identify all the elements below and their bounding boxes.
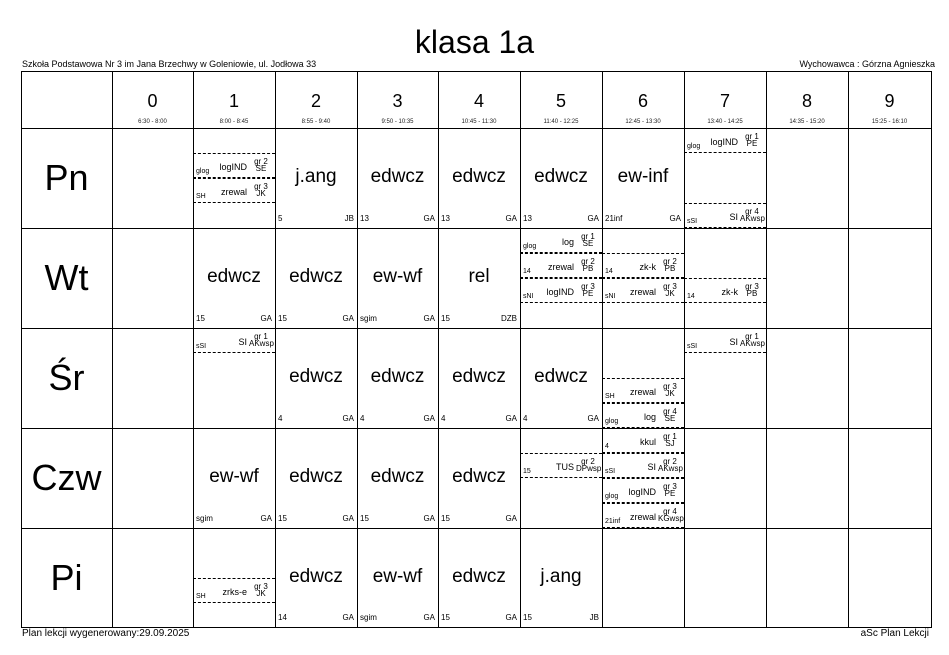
lesson-teacher: GA xyxy=(423,514,435,523)
group-room: 21inf xyxy=(605,518,621,525)
group-number: gr 2 xyxy=(663,257,677,266)
group-lesson[interactable] xyxy=(520,228,602,253)
period-number: 7 xyxy=(719,91,730,111)
group-room: 14 xyxy=(687,293,695,300)
lesson-subject: rel xyxy=(468,266,490,287)
group-teacher: AKwsp xyxy=(740,339,765,348)
lesson-cell[interactable] xyxy=(438,328,520,428)
group-subject: SI xyxy=(238,337,247,347)
group-number: gr 3 xyxy=(745,282,759,291)
lesson-subject: edwcz xyxy=(452,565,506,587)
lesson-room: 4 xyxy=(360,414,365,423)
period-header xyxy=(438,72,520,128)
group-lesson[interactable] xyxy=(602,278,684,303)
lesson-teacher: DZB xyxy=(501,314,517,323)
group-label xyxy=(658,258,682,272)
lesson-teacher: GA xyxy=(505,414,517,423)
group-label xyxy=(740,283,764,297)
lesson-cell[interactable] xyxy=(275,428,357,528)
group-teacher: PE xyxy=(582,289,594,298)
generated-date: Plan lekcji wygenerowany:29.09.2025 xyxy=(22,628,190,639)
period-number: 4 xyxy=(473,91,484,111)
group-room: SH xyxy=(605,393,615,400)
group-lesson[interactable] xyxy=(684,203,766,228)
period-header xyxy=(602,72,684,128)
lesson-subject: edwcz xyxy=(452,366,506,387)
lesson-subject: edwcz xyxy=(289,266,343,287)
group-room: SH xyxy=(196,593,206,600)
lesson-subject: ew-wf xyxy=(209,466,259,487)
lesson-cell[interactable] xyxy=(520,528,602,627)
period-number: 0 xyxy=(147,91,158,111)
group-teacher: JK xyxy=(256,589,266,598)
group-room: sSI xyxy=(196,343,207,350)
lesson-cell[interactable] xyxy=(438,228,520,328)
group-number: gr 1 xyxy=(254,332,268,341)
lesson-room: 15 xyxy=(441,514,450,523)
period-header xyxy=(275,72,357,128)
day-name: Pn xyxy=(44,157,89,198)
group-label xyxy=(740,333,764,347)
group-room: 14 xyxy=(523,268,531,275)
group-lesson[interactable] xyxy=(193,578,275,603)
page-title: klasa 1a xyxy=(414,24,535,60)
period-time: 14:35 - 15:20 xyxy=(789,119,825,125)
group-label xyxy=(658,408,682,422)
group-teacher: JK xyxy=(665,289,675,298)
lesson-subject: edwcz xyxy=(207,266,261,287)
lesson-room: 13 xyxy=(523,214,532,223)
group-room: 15 xyxy=(523,468,531,475)
lesson-room: 15 xyxy=(278,514,287,523)
group-label xyxy=(576,233,600,247)
lesson-teacher: GA xyxy=(505,514,517,523)
lesson-cell[interactable] xyxy=(357,228,438,328)
group-subject: logIND xyxy=(710,137,738,147)
group-subject: zrewal xyxy=(220,187,247,197)
group-lesson[interactable] xyxy=(602,428,684,453)
lesson-cell[interactable] xyxy=(275,228,357,328)
group-room: glog xyxy=(605,418,619,425)
group-label xyxy=(249,583,273,597)
lesson-teacher: GA xyxy=(505,613,517,622)
group-lesson[interactable] xyxy=(602,253,684,278)
lesson-teacher: GA xyxy=(505,214,517,223)
group-lesson[interactable] xyxy=(602,503,684,528)
group-room: 4 xyxy=(605,443,609,450)
period-time: 12:45 - 13:30 xyxy=(625,119,661,125)
lesson-cell[interactable] xyxy=(438,428,520,528)
group-label xyxy=(249,183,273,197)
period-header xyxy=(684,72,766,128)
period-time: 15:25 - 16:10 xyxy=(871,119,908,125)
group-subject: SI xyxy=(729,212,738,222)
grid-col-line xyxy=(766,72,767,627)
group-teacher: KGwsp xyxy=(658,514,684,523)
group-subject: logIND xyxy=(628,487,656,497)
lesson-teacher: GA xyxy=(342,414,354,423)
lesson-room: 15 xyxy=(523,613,532,622)
group-lesson[interactable] xyxy=(520,453,602,478)
class-teacher: Wychowawca : Górzna Agnieszka xyxy=(799,59,935,69)
lesson-subject: edwcz xyxy=(289,366,343,387)
period-number: 8 xyxy=(801,91,812,111)
period-number: 5 xyxy=(555,91,566,111)
grid-col-line xyxy=(112,72,113,627)
timetable-grid xyxy=(21,71,932,628)
group-label xyxy=(740,208,764,222)
lesson-subject: edwcz xyxy=(534,366,588,387)
group-label xyxy=(576,258,600,272)
school-name: Szkoła Podstawowa Nr 3 im Jana Brzechwy w Goleniowie, ul. Jodłowa 33 xyxy=(22,59,317,69)
group-teacher: AKwsp xyxy=(658,464,683,473)
group-subject: zrewal xyxy=(547,262,574,272)
lesson-room: 15 xyxy=(278,314,287,323)
lesson-subject: edwcz xyxy=(370,366,425,387)
period-time: 9:50 - 10:35 xyxy=(381,119,414,125)
period-header xyxy=(112,72,193,128)
period-time: 8:00 - 8:45 xyxy=(219,119,249,125)
lesson-room: sgim xyxy=(360,314,377,323)
lesson-cell[interactable] xyxy=(357,128,438,228)
lesson-subject: edwcz xyxy=(289,466,343,487)
group-teacher: JK xyxy=(256,189,266,198)
group-teacher: SJ xyxy=(665,439,675,448)
group-room: sNI xyxy=(605,293,616,300)
lesson-teacher: GA xyxy=(342,314,354,323)
group-number: gr 3 xyxy=(581,282,595,291)
group-number: gr 2 xyxy=(663,457,677,466)
lesson-room: 5 xyxy=(278,214,283,223)
lesson-subject: edwcz xyxy=(534,166,588,187)
group-subject: zk-k xyxy=(721,287,738,297)
day-name: Śr xyxy=(48,357,85,398)
lesson-subject: edwcz xyxy=(452,466,506,487)
lesson-room: 4 xyxy=(441,414,446,423)
lesson-subject: ew-inf xyxy=(617,166,669,187)
period-time: 8:55 - 9:40 xyxy=(301,119,331,125)
lesson-teacher: GA xyxy=(423,314,435,323)
lesson-subject: edwcz xyxy=(289,565,343,587)
group-teacher: PB xyxy=(664,264,676,273)
group-number: gr 2 xyxy=(581,457,595,466)
group-number: gr 2 xyxy=(254,157,268,166)
group-teacher: PB xyxy=(746,289,758,298)
group-number: gr 3 xyxy=(663,482,677,491)
group-number: gr 3 xyxy=(663,382,677,391)
grid-col-line xyxy=(848,72,849,627)
group-number: gr 1 xyxy=(745,132,759,141)
lesson-cell[interactable] xyxy=(438,128,520,228)
lesson-room: 13 xyxy=(441,214,450,223)
lesson-cell[interactable] xyxy=(275,328,357,428)
group-label xyxy=(740,133,764,147)
group-teacher: PB xyxy=(582,264,594,273)
lesson-teacher: GA xyxy=(423,613,435,622)
lesson-subject: ew-wf xyxy=(372,266,423,287)
group-subject: log xyxy=(643,412,656,422)
group-subject: zrewal xyxy=(629,387,656,397)
lesson-room: 14 xyxy=(278,613,287,622)
group-number: gr 3 xyxy=(254,182,268,191)
group-number: gr 4 xyxy=(663,507,677,516)
lesson-subject: j.ang xyxy=(295,166,337,187)
day-name: Czw xyxy=(31,457,102,498)
lesson-teacher: GA xyxy=(587,214,599,223)
lesson-cell[interactable] xyxy=(193,428,275,528)
lesson-teacher: GA xyxy=(423,214,435,223)
app-brand: aSc Plan Lekcji xyxy=(860,628,929,639)
group-subject: log xyxy=(561,237,574,247)
lesson-teacher: GA xyxy=(260,314,272,323)
lesson-room: 4 xyxy=(523,414,528,423)
group-teacher: SE xyxy=(664,414,676,423)
period-time: 10:45 - 11:30 xyxy=(461,119,497,125)
group-teacher: PE xyxy=(664,489,676,498)
lesson-teacher: GA xyxy=(423,414,435,423)
lesson-cell[interactable] xyxy=(438,528,520,627)
lesson-subject: j.ang xyxy=(540,565,582,587)
period-header xyxy=(766,72,848,128)
group-subject: SI xyxy=(647,462,656,472)
lesson-room: sgim xyxy=(360,613,377,622)
group-lesson[interactable] xyxy=(193,153,275,178)
group-label xyxy=(658,433,682,447)
group-lesson[interactable] xyxy=(602,453,684,478)
lesson-cell[interactable] xyxy=(357,328,438,428)
lesson-subject: edwcz xyxy=(370,166,425,187)
lesson-cell[interactable] xyxy=(357,428,438,528)
group-number: gr 4 xyxy=(663,407,677,416)
group-room: sSI xyxy=(687,218,698,225)
group-lesson[interactable] xyxy=(684,128,766,153)
group-room: glog xyxy=(605,493,619,500)
lesson-room: 15 xyxy=(196,314,205,323)
group-room: 14 xyxy=(605,268,613,275)
lesson-teacher: GA xyxy=(342,514,354,523)
group-room: glog xyxy=(196,168,210,175)
group-subject: zrewal xyxy=(629,287,656,297)
period-header xyxy=(193,72,275,128)
group-number: gr 1 xyxy=(581,232,595,241)
group-lesson[interactable] xyxy=(684,328,766,353)
group-number: gr 2 xyxy=(581,257,595,266)
group-number: gr 4 xyxy=(745,207,759,216)
group-label xyxy=(658,458,682,472)
period-time: 13:40 - 14:25 xyxy=(707,119,743,125)
period-header xyxy=(520,72,602,128)
group-room: sSI xyxy=(605,468,616,475)
group-subject: TUS xyxy=(556,462,574,472)
group-number: gr 1 xyxy=(663,432,677,441)
group-room: sNI xyxy=(523,293,534,300)
group-label xyxy=(249,158,273,172)
lesson-room: 4 xyxy=(278,414,283,423)
group-teacher: AKwsp xyxy=(249,339,274,348)
period-number: 9 xyxy=(884,91,895,111)
period-time: 11:40 - 12:25 xyxy=(543,119,579,125)
lesson-cell[interactable] xyxy=(357,528,438,627)
group-lesson[interactable] xyxy=(520,278,602,303)
group-lesson[interactable] xyxy=(602,378,684,403)
lesson-subject: edwcz xyxy=(370,466,425,487)
day-name: Pi xyxy=(50,557,83,598)
lesson-teacher: JB xyxy=(344,214,354,223)
group-lesson[interactable] xyxy=(193,178,275,203)
lesson-cell[interactable] xyxy=(520,328,602,428)
group-subject: kkul xyxy=(639,437,656,447)
group-subject: SI xyxy=(729,337,738,347)
lesson-room: 21inf xyxy=(605,214,623,223)
lesson-teacher: GA xyxy=(342,613,354,622)
group-subject: zrewal xyxy=(629,512,656,522)
group-room: sSI xyxy=(687,343,698,350)
group-teacher: SE xyxy=(255,164,267,173)
lesson-teacher: GA xyxy=(669,214,681,223)
lesson-teacher: GA xyxy=(587,414,599,423)
group-room: SH xyxy=(196,193,206,200)
group-label xyxy=(658,283,682,297)
group-lesson[interactable] xyxy=(602,403,684,428)
group-label xyxy=(658,483,682,497)
lesson-room: 15 xyxy=(441,613,450,622)
lesson-cell[interactable] xyxy=(275,528,357,627)
group-lesson[interactable] xyxy=(684,278,766,303)
lesson-cell[interactable] xyxy=(275,128,357,228)
group-lesson[interactable] xyxy=(193,328,275,353)
lesson-subject: ew-wf xyxy=(372,565,423,587)
group-number: gr 1 xyxy=(745,332,759,341)
group-lesson[interactable] xyxy=(520,253,602,278)
group-label xyxy=(576,458,600,472)
group-teacher: DPwsp xyxy=(576,464,602,473)
group-room: glog xyxy=(687,143,701,150)
lesson-subject: edwcz xyxy=(452,166,506,187)
group-subject: zk-k xyxy=(639,262,656,272)
group-label xyxy=(658,508,682,522)
lesson-room: 15 xyxy=(441,314,450,323)
group-room: glog xyxy=(523,243,537,250)
group-subject: logIND xyxy=(219,162,247,172)
group-teacher: JK xyxy=(665,389,675,398)
lesson-room: 13 xyxy=(360,214,369,223)
group-subject: logIND xyxy=(546,287,574,297)
group-number: gr 3 xyxy=(663,282,677,291)
period-number: 1 xyxy=(228,91,239,111)
lesson-cell[interactable] xyxy=(520,128,602,228)
group-number: gr 3 xyxy=(254,582,268,591)
lesson-room: sgim xyxy=(196,514,213,523)
group-label xyxy=(658,383,682,397)
group-label xyxy=(576,283,600,297)
period-time: 6:30 - 8:00 xyxy=(138,119,167,125)
period-header xyxy=(848,72,931,128)
group-teacher: PE xyxy=(746,139,758,148)
group-subject: zrks-e xyxy=(222,587,247,597)
period-header xyxy=(357,72,438,128)
period-number: 2 xyxy=(310,91,321,111)
period-number: 3 xyxy=(392,91,403,111)
lesson-teacher: GA xyxy=(260,514,272,523)
lesson-teacher: JB xyxy=(589,613,599,622)
lesson-cell[interactable] xyxy=(602,128,684,228)
lesson-room: 15 xyxy=(360,514,369,523)
lesson-cell[interactable] xyxy=(193,228,275,328)
period-number: 6 xyxy=(637,91,648,111)
group-teacher: AKwsp xyxy=(740,214,765,223)
group-teacher: SE xyxy=(582,239,594,248)
group-lesson[interactable] xyxy=(602,478,684,503)
group-label xyxy=(249,333,273,347)
day-name: Wt xyxy=(44,257,89,298)
